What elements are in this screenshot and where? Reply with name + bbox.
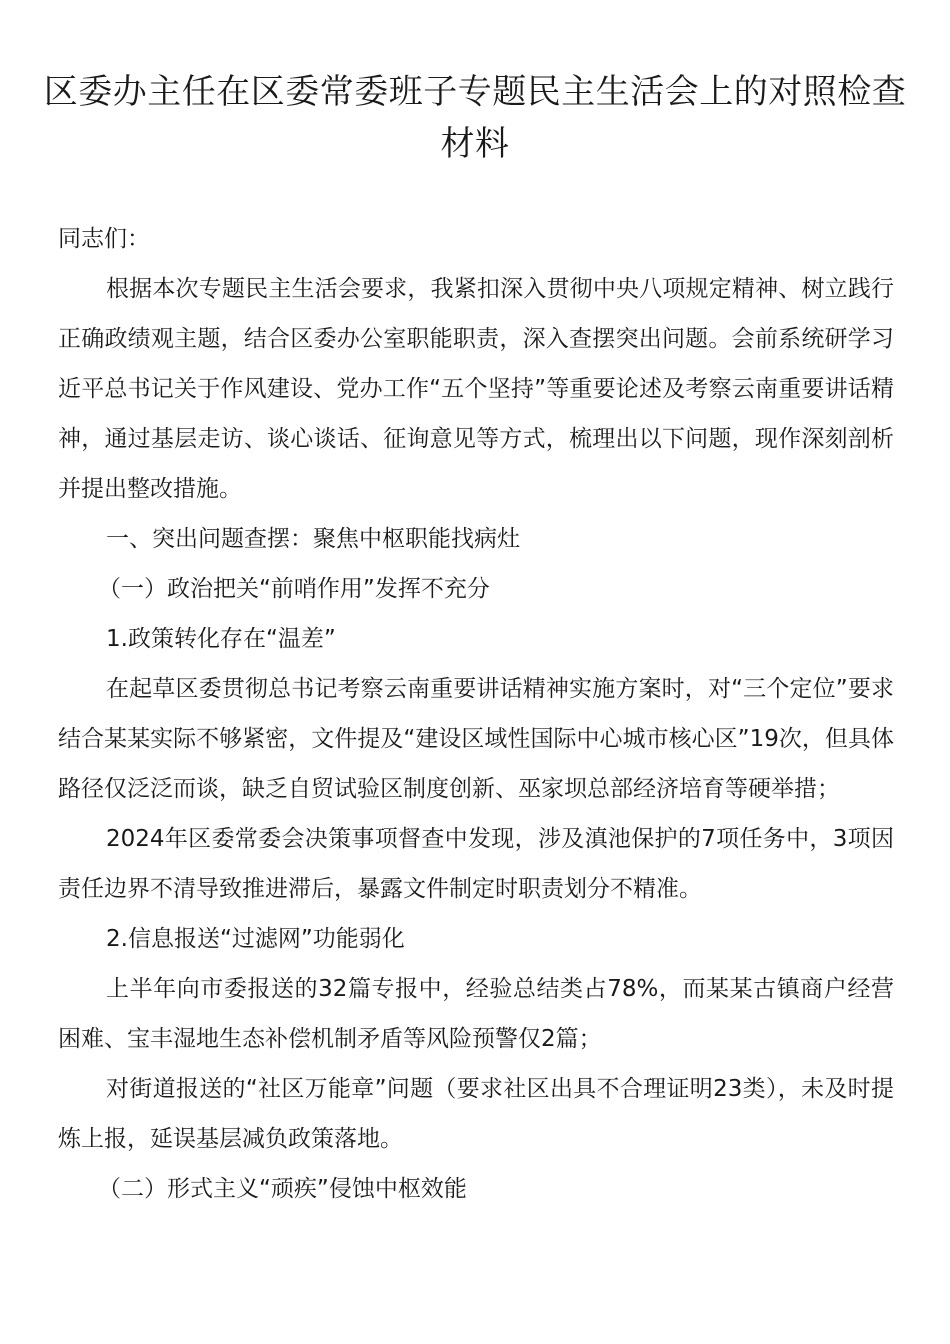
item-heading-1: 1.政策转化存在“温差”	[106, 626, 336, 652]
greeting: 同志们：	[58, 226, 150, 252]
section-heading-1: 一、突出问题查摆：聚焦中枢职能找病灶	[106, 526, 520, 552]
body-paragraph: 2024年区委常委会决策事项督查中发现，涉及滇池保护的7项任务中，3项因责任边界不清导致推进滞后，暴露文件制定时职责划分不精准。	[58, 826, 894, 902]
body-paragraph: 对街道报送的“社区万能章”问题（要求社区出具不合理证明23类），未及时提炼上报，延误基层减负政策落地。	[58, 1076, 894, 1152]
body-paragraph: 在起草区委贯彻总书记考察云南重要讲话精神实施方案时，对“三个定位”要求结合某某实际不够紧密，文件提及“建设区域性国际中心城市核心区”19次，但具体路径仅泛泛而谈，缺乏自贸试验区制度创新、巫家坝总部经济培育等硬举措；	[58, 676, 894, 802]
item-heading-2: 2.信息报送“过滤网”功能弱化	[106, 926, 405, 952]
subsection-heading-1: （一）政治把关“前哨作用”发挥不充分	[98, 576, 490, 602]
document-body	[58, 214, 894, 1214]
document-title: 区委办主任在区委常委班子专题民主生活会上的对照检查材料	[43, 72, 907, 164]
intro-paragraph: 根据本次专题民主生活会要求，我紧扣深入贯彻中央八项规定精神、树立践行正确政绩观主题，结合区委办公室职能职责，深入查摆突出问题。会前系统研学习近平总书记关于作风建设、党办工作“五个坚持”等重要论述及考察云南重要讲话精神，通过基层走访、谈心谈话、征询意见等方式，梳理出以下问题，现作深刻剖析并提出整改措施。	[58, 276, 894, 502]
body-paragraph: 上半年向市委报送的32篇专报中，经验总结类占78%，而某某古镇商户经营困难、宝丰湿地生态补偿机制矛盾等风险预警仅2篇；	[58, 976, 894, 1052]
subsection-heading-2: （二）形式主义“顽疾”侵蚀中枢效能	[98, 1176, 467, 1202]
